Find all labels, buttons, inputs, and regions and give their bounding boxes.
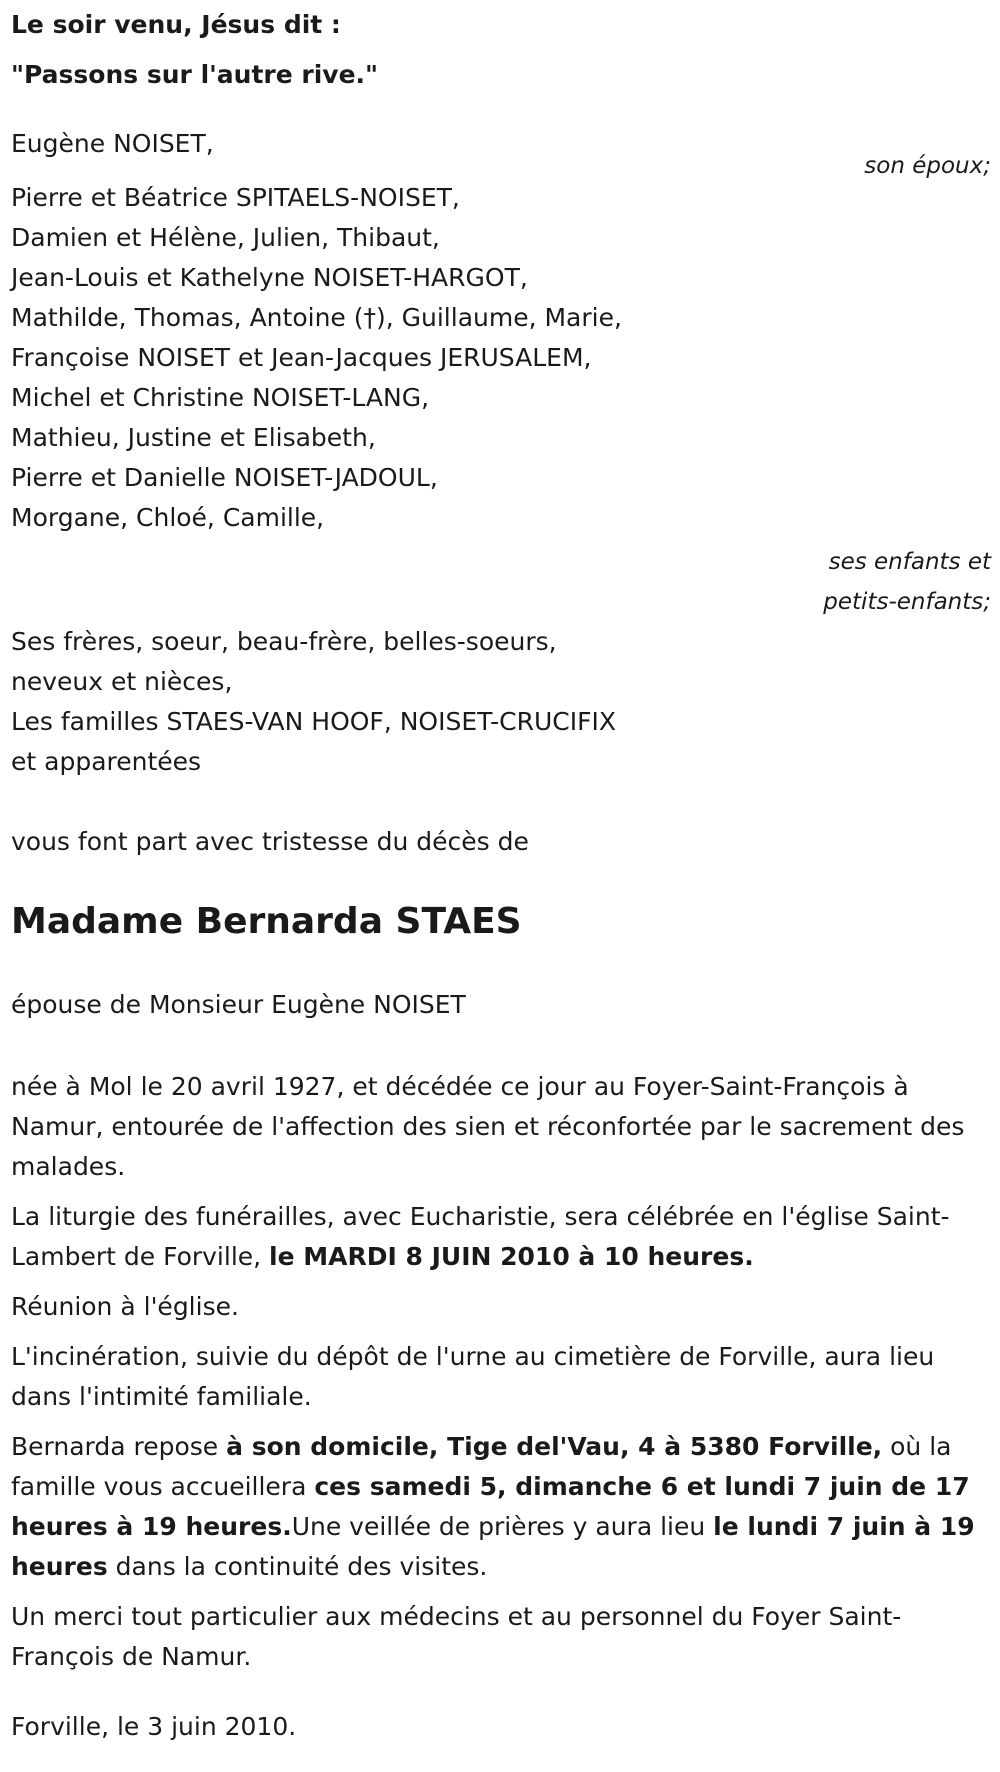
epigraph-line-2: "Passons sur l'autre rive." — [11, 60, 379, 89]
cremation-paragraph: L'incinération, suivie du dépôt de l'urne au cimetière de Forville, aura lieu dans l'intimité familiale. — [11, 1342, 935, 1411]
place-date: Forville, le 3 juin 2010. — [11, 1712, 297, 1741]
meeting-paragraph: Réunion à l'église. — [11, 1292, 239, 1321]
rest-paragraph — [11, 1427, 986, 1587]
others-line: et apparentées — [11, 747, 202, 776]
birth-death-paragraph: née à Mol le 20 avril 1927, et décédée ce jour au Foyer-Saint-François à Namur, entourée de l'affection des sien et réconfortée par le sacrement des malades. — [11, 1072, 965, 1181]
announcement: vous font part avec tristesse du décès de — [11, 827, 529, 856]
others-line: Ses frères, soeur, beau-frère, belles-soeurs, — [11, 627, 557, 656]
rest-vigil-time: le lundi 7 juin à 19 heures — [11, 1512, 975, 1581]
children-line: Françoise NOISET et Jean-Jacques JERUSALEM, — [11, 343, 592, 372]
rest-text-4: dans la continuité des visites. — [107, 1552, 488, 1581]
children-line: Mathilde, Thomas, Antoine (†), Guillaume, Marie, — [11, 303, 622, 332]
others-line: neveux et nièces, — [11, 667, 233, 696]
thanks-paragraph: Un merci tout particulier aux médecins et au personnel du Foyer Saint-François de Namur. — [11, 1602, 902, 1671]
rest-text-2: où la famille vous accueillera — [11, 1432, 952, 1501]
liturgy-date: le MARDI 8 JUIN 2010 à 10 heures. — [269, 1242, 754, 1271]
children-line: Damien et Hélène, Julien, Thibaut, — [11, 223, 440, 252]
deceased-spouse-line: épouse de Monsieur Eugène NOISET — [11, 990, 466, 1019]
rest-text-1: Bernarda repose — [11, 1432, 227, 1461]
children-line: Mathieu, Justine et Elisabeth, — [11, 423, 376, 452]
others-line: Les familles STAES-VAN HOOF, NOISET-CRUCIFIX — [11, 707, 616, 736]
deceased-name: Madame Bernarda STAES — [11, 901, 522, 942]
children-line: Michel et Christine NOISET-LANG, — [11, 383, 430, 412]
liturgy-paragraph — [11, 1197, 986, 1277]
rest-visiting-hours: ces samedi 5, dimanche 6 et lundi 7 juin de 17 heures à 19 heures. — [11, 1472, 970, 1541]
liturgy-text: La liturgie des funérailles, avec Eucharistie, sera célébrée en l'église Saint-Lambert de Forville, — [11, 1202, 950, 1271]
children-line: Jean-Louis et Kathelyne NOISET-HARGOT, — [11, 263, 528, 292]
rest-address: à son domicile, Tige del'Vau, 4 à 5380 Forville, — [226, 1432, 883, 1461]
children-line: Pierre et Béatrice SPITAELS-NOISET, — [11, 183, 460, 212]
children-line: Morgane, Chloé, Camille, — [11, 503, 325, 532]
rest-text-3: Une veillée de prières y aura lieu — [291, 1512, 714, 1541]
spouse-relation: son époux; — [864, 153, 991, 179]
spouse-name: Eugène NOISET, — [11, 129, 214, 158]
children-relation-line-2: petits-enfants; — [823, 589, 991, 615]
epigraph-line-1: Le soir venu, Jésus dit : — [11, 10, 341, 39]
children-relation-line-1: ses enfants et — [828, 549, 991, 575]
children-line: Pierre et Danielle NOISET-JADOUL, — [11, 463, 438, 492]
